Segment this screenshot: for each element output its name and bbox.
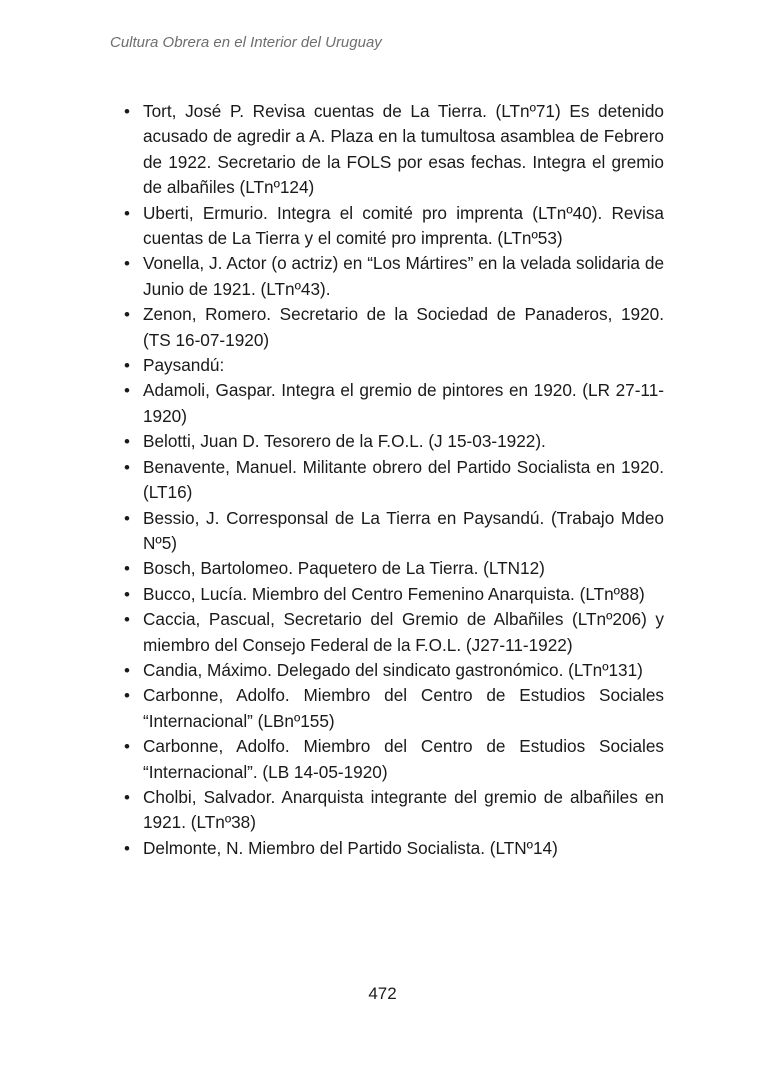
entry-text: Paysandú:	[143, 355, 225, 376]
bullet-icon: •	[124, 660, 130, 680]
list-item	[124, 556, 664, 581]
list-item	[124, 353, 664, 378]
entry-text: Cholbi, Salvador. Anarquista integrante del gremio de albañiles en 1921. (LTnº38)	[143, 786, 664, 833]
entry-text: Benavente, Manuel. Militante obrero del Partido Socialista en 1920. (LT16)	[143, 456, 664, 503]
entry-text: Carbonne, Adolfo. Miembro del Centro de Estudios Sociales “Internacional”. (LB 14-05-1920)	[143, 736, 664, 782]
list-item	[124, 734, 664, 785]
entry-text: Belotti, Juan D. Tesorero de la F.O.L. (J 15-03-1922).	[143, 431, 546, 452]
bullet-icon: •	[124, 432, 130, 452]
list-item	[124, 836, 664, 861]
entry-text: Bosch, Bartolomeo. Paquetero de La Tierra. (LTN12)	[143, 558, 545, 579]
bullet-icon: •	[124, 356, 130, 376]
entry-text: Caccia, Pascual, Secretario del Gremio de Albañiles (LTnº206) y miembro del Consejo Federal de la F.O.L. (J27-11-1922)	[143, 609, 664, 655]
list-item	[124, 378, 664, 429]
entry-text: Zenon, Romero. Secretario de la Sociedad de Panaderos, 1920. (TS 16-07-1920)	[143, 304, 664, 350]
page-number: 472	[368, 984, 397, 1003]
bullet-icon: •	[124, 102, 130, 121]
bullet-icon: •	[124, 838, 130, 858]
bullet-icon: •	[124, 559, 130, 579]
bullet-icon: •	[124, 686, 130, 706]
list-item	[124, 582, 664, 607]
bullet-icon: •	[124, 381, 130, 401]
entry-text: Adamoli, Gaspar. Integra el gremio de pintores en 1920. (LR 27-11-1920)	[143, 380, 664, 426]
entry-text: Carbonne, Adolfo. Miembro del Centro de Estudios Sociales “Internacional” (LBnº155)	[143, 685, 664, 731]
list-item	[124, 658, 664, 683]
bullet-icon: •	[124, 457, 130, 477]
bullet-icon: •	[124, 305, 130, 325]
bullet-icon: •	[124, 508, 130, 528]
bullet-icon: •	[124, 584, 130, 604]
list-item	[124, 506, 664, 557]
list-item	[124, 302, 664, 353]
bullet-icon: •	[124, 737, 130, 757]
entry-text: Delmonte, N. Miembro del Partido Socialista. (LTNº14)	[143, 837, 558, 858]
entry-text: Tort, José P. Revisa cuentas de La Tierra. (LTnº71) Es detenido acusado de agredir a A. Plaza en la tumultosa asamblea de Febrero de 1922. Secretario de la FOLS por esas fechas. Integra el gremio de albañiles (LTnº124)	[143, 101, 664, 198]
entry-text: Uberti, Ermurio. Integra el comité pro imprenta (LTnº40). Revisa cuentas de La Tierra y el comité pro imprenta. (LTnº53)	[143, 202, 664, 249]
list-item	[124, 785, 664, 836]
bullet-icon: •	[124, 610, 130, 630]
list-item	[124, 607, 664, 658]
list-item	[124, 251, 664, 302]
bullet-icon: •	[124, 203, 130, 223]
entry-text: Vonella, J. Actor (o actriz) en “Los Mártires” en la velada solidaria de Junio de 1921. (LTnº43).	[143, 253, 664, 299]
list-item	[124, 455, 664, 506]
list-item	[124, 201, 664, 252]
list-item	[124, 683, 664, 734]
list-item	[124, 429, 664, 454]
bullet-icon: •	[124, 254, 130, 274]
running-header: Cultura Obrera en el Interior del Uruguay	[110, 34, 382, 51]
bullet-icon: •	[124, 787, 130, 807]
entry-text: Candia, Máximo. Delegado del sindicato gastronómico. (LTnº131)	[143, 659, 643, 680]
entry-text: Bucco, Lucía. Miembro del Centro Femenino Anarquista. (LTnº88)	[143, 583, 645, 604]
list-item	[124, 99, 664, 201]
entry-list	[124, 99, 664, 861]
entry-text: Bessio, J. Corresponsal de La Tierra en Paysandú. (Trabajo Mdeo Nº5)	[143, 507, 664, 553]
